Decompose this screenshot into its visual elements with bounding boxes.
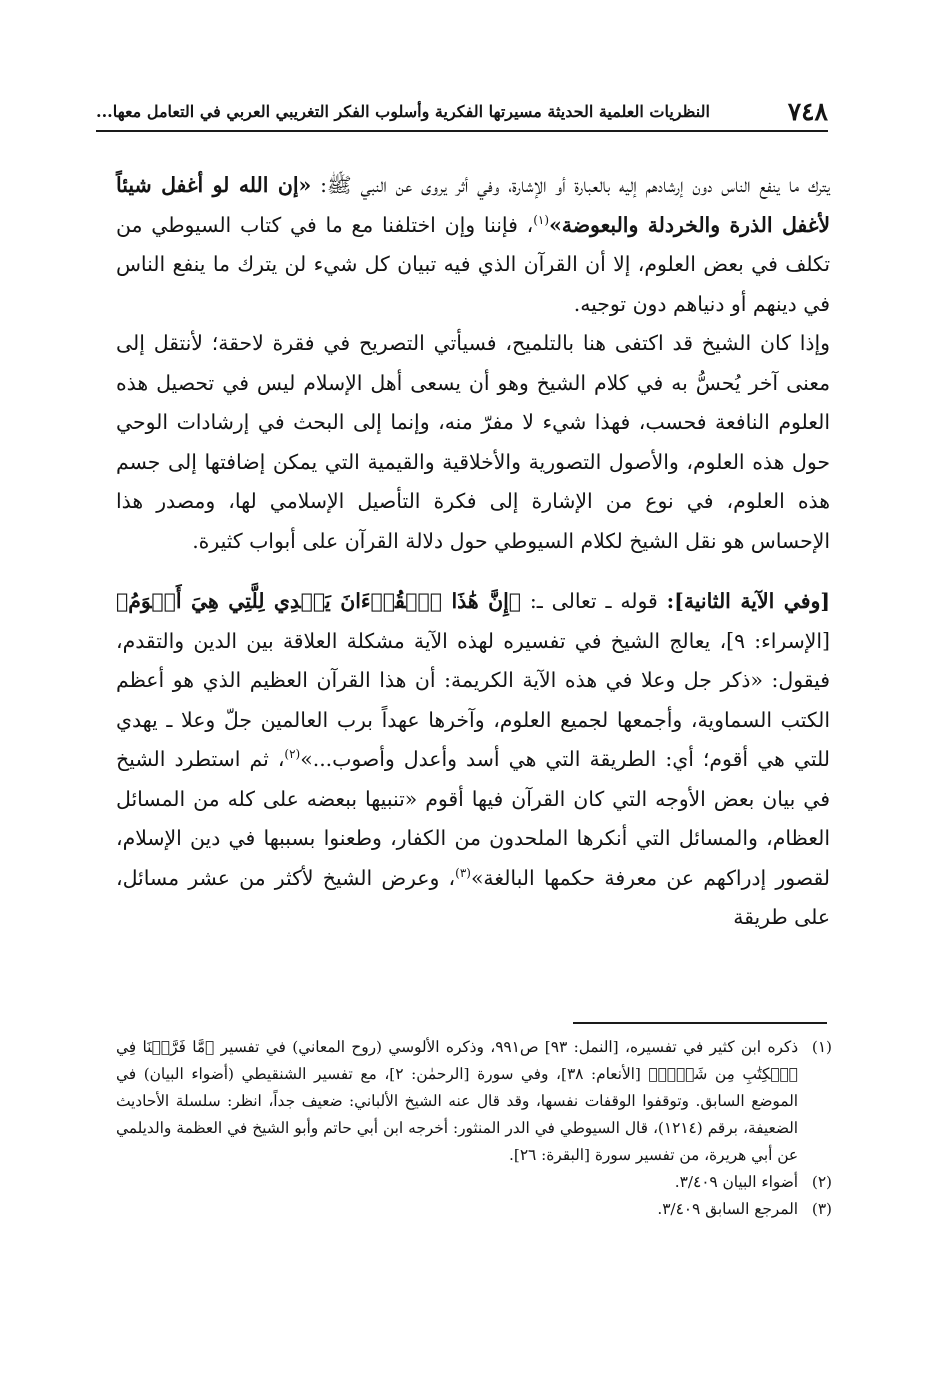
footnote-ref-1[interactable]: (١) xyxy=(533,212,550,227)
footnote-marker: (٣) xyxy=(811,1200,832,1218)
hadith-quote: «إن الله لو أغفل شيئاً لأغفل الذرة والخردلة والبعوضة» xyxy=(116,173,830,237)
footnote-ref-2[interactable]: (٢) xyxy=(284,747,301,762)
footnote-2 xyxy=(116,1169,832,1196)
footnote-ref-3[interactable]: (٣) xyxy=(455,865,471,880)
footnote-text: المرجع السابق ٣/٤٠٩. xyxy=(657,1200,798,1218)
paragraph-3-text-a: قوله ـ تعالى ـ: xyxy=(521,589,667,613)
quran-verse: ﴿إِنَّ هَٰذَا ٱلۡقُرۡءَانَ يَهۡدِي لِلَّتِي هِيَ أَقۡوَمُ﴾ xyxy=(116,589,521,613)
paragraph-gap xyxy=(116,561,830,582)
paragraph-1-text-b: ، فإننا وإن اختلفنا مع ما في كتاب السيوطي من تكلف في بعض العلوم، إلا أن القرآن الذي فيه تبيان كل شيء لن يترك ما ينفع الناس في دينهم أو دنياهم دون توجيه. xyxy=(116,212,830,316)
page-header xyxy=(96,92,828,132)
footnote-1 xyxy=(116,1034,832,1169)
footnote-marker: (٢) xyxy=(811,1173,832,1191)
main-text xyxy=(116,166,830,938)
paragraph-3-text-c: ، ثم استطرد الشيخ في بيان بعض الأوجه التي كان القرآن فيها أقوم «تنبيها ببعضه على كله من المسائل العظام، والمسائل التي أنكرها الملحدون من الكفار، وطعنوا بسببها في دين الإسلام، لقصور إدراكهم عن معرفة حكمها البالغة» xyxy=(116,747,831,890)
footnote-text: ذكره ابن كثير في تفسيره، [النمل: ٩٣] ص٩٩١، وذكره الألوسي (روح المعاني) في تفسير ﴿مَّا فَرَّطۡنَا فِي ٱلۡكِتَٰبِ مِن شَيۡءٖ﴾ [الأنعام: ٣٨]، وفي سورة [الرحمٰن: ٢]، مع تفسير الشنقيطي (أضواء البيان) في الموضع السابق. وتوقفوا الوقفات نفسها، وقد قال عنه الشيخ الألباني: ضعيف جداً، انظر: سلسلة الأحاديث الضعيفة، برقم (١٢١٤)، قال السيوطي في الدر المنثور: أخرجه ابن أبي حاتم وأبو الشيخ في العظمة والديلمي عن أبي هريرة، من تفسير سورة [البقرة: ٢٦]. xyxy=(116,1038,799,1164)
page-number: ٧٤٨ xyxy=(787,96,828,126)
second-verse-label: [وفي الآية الثانية]: xyxy=(666,589,830,613)
running-title: النظريات العلمية الحديثة مسيرتها الفكرية وأسلوب الفكر التغريبي العربي في التعامل معها... xyxy=(96,101,710,121)
paragraph-1 xyxy=(116,166,830,324)
paragraph-3 xyxy=(116,582,830,938)
paragraph-2: وإذا كان الشيخ قد اكتفى هنا بالتلميح، فسيأتي التصريح في فقرة لاحقة؛ لأنتقل إلى معنى آخر يُحسُّ به في كلام الشيخ وهو أن يسعى أهل الإسلام ليس في تحصيل هذه العلوم النافعة فحسب، فهذا شيء لا مفرّ منه، وإنما إلى البحث في إرشادات الوحي حول هذه العلوم، والأصول التصورية والأخلاقية والقيمية التي يمكن إضافتها إلى جسم هذه العلوم، في نوع من الإشارة إلى فكرة التأصيل الإسلامي لها، ومصدر هذا الإحساس هو نقل الشيخ لكلام السيوطي حول دلالة القرآن على أبواب كثيرة. xyxy=(116,331,830,553)
paragraph-3-text-b: [الإسراء: ٩]، يعالج الشيخ في تفسيره لهذه الآية مشكلة العلاقة بين الدين والتقدم، فيقول: «ذكر جل وعلا في هذه الآية الكريمة: أن هذا القرآن العظيم الذي هو أعظم الكتب السماوية، وأجمعها لجميع العلوم، وآخرها عهداً برب العالمين جلّ وعلا ـ يهدي للتي هي أقوم؛ أي: الطريقة التي هي أسد وأعدل وأصوب...» xyxy=(116,628,830,771)
paragraph-1-text-a: يترك ما ينفع الناس دون إرشادهم إليه بالعبارة أو الإشارة، وفي أثر يروى عن النبي ﷺ: xyxy=(311,173,830,197)
footnotes xyxy=(116,1034,832,1223)
footnote-text: أضواء البيان ٣/٤٠٩. xyxy=(674,1173,798,1191)
footnote-separator xyxy=(573,1022,827,1024)
paragraph-3-text-d: ، وعرض الشيخ لأكثر من عشر مسائل، على طريقة xyxy=(116,865,830,929)
footnote-marker: (١) xyxy=(811,1038,832,1056)
footnote-3 xyxy=(116,1196,832,1223)
